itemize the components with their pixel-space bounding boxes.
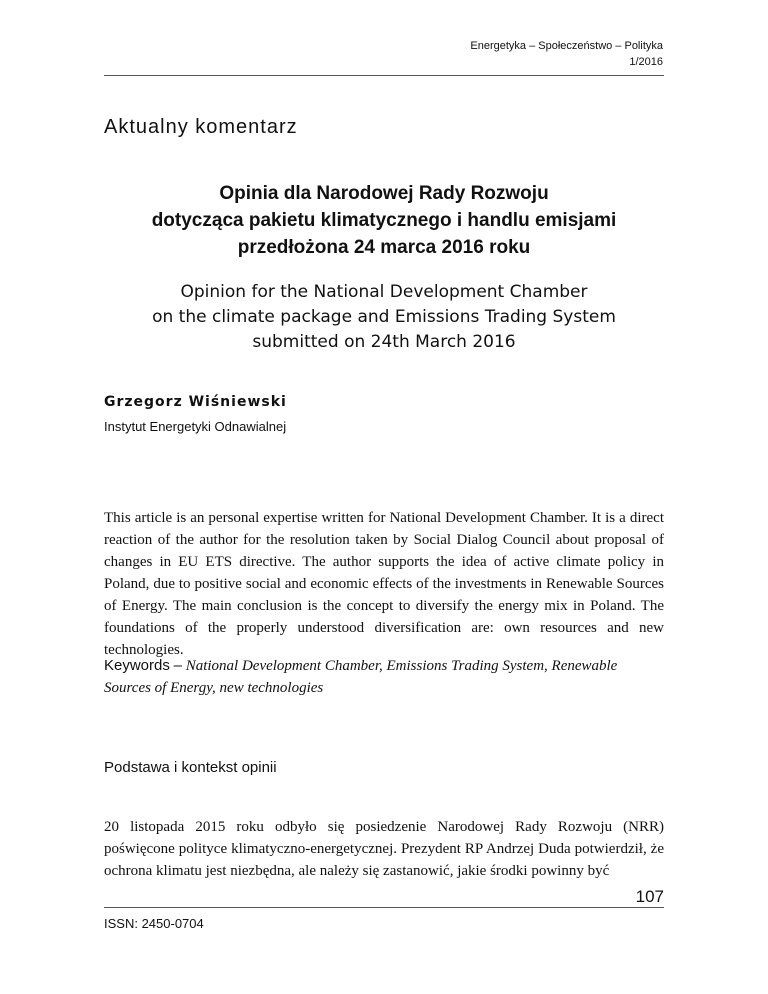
title-english-line: on the climate package and Emissions Trading System — [152, 307, 616, 327]
page-number: 107 — [635, 887, 664, 906]
keywords — [104, 655, 664, 699]
running-head — [470, 38, 663, 70]
abstract: This article is an personal expertise written for National Development Chamber. It is a direct reaction of the author for the resolution taken by Social Dialog Council about proposal of changes in EU ETS directive. The author supports the idea of active climate policy in Poland, due to positive social and economic effects of the investments in Renewable Sources of Energy. The main conclusion is the concept to diversify the energy mix in Poland. The foundations of the properly understood diversification are: own resources and new technologies. — [104, 510, 664, 658]
header-rule — [104, 75, 664, 76]
issn: ISSN: 2450-0704 — [104, 916, 204, 931]
title-english-line: Opinion for the National Development Chamber — [180, 282, 588, 302]
keywords-separator: – — [173, 657, 182, 674]
title-polish-line: dotycząca pakietu klimatycznego i handlu emisjami — [151, 210, 617, 231]
footer-rule — [104, 907, 664, 908]
journal-name: Energetyka – Społeczeństwo – Polityka — [470, 40, 663, 52]
author-name: Grzegorz Wiśniewski — [104, 394, 287, 410]
title-english-line: submitted on 24th March 2016 — [252, 332, 516, 352]
title-english — [104, 280, 664, 355]
section-label: Aktualny komentarz — [104, 116, 298, 138]
section-heading: Podstawa i kontekst opinii — [104, 759, 277, 776]
issue-number: 1/2016 — [629, 56, 663, 68]
title-polish-line: przedłożona 24 marca 2016 roku — [237, 237, 531, 258]
body-paragraph: 20 listopada 2015 roku odbyło się posiedzenie Narodowej Rady Rozwoju (NRR) poświęcone polityce klimatyczno-energetycznej. Prezydent RP Andrzej Duda potwierdził, że ochrona klimatu jest niezbędna, ale należy się zastanowić, jakie środki powinny być — [104, 819, 664, 879]
author-affiliation: Instytut Energetyki Odnawialnej — [104, 419, 287, 434]
title-polish-line: Opinia dla Narodowej Rady Rozwoju — [219, 183, 549, 204]
keywords-list: National Development Chamber, Emissions Trading System, Renewable Sources of Energy, new technologies — [104, 658, 618, 696]
title-polish — [104, 180, 664, 261]
keywords-label: Keywords — [104, 657, 170, 674]
